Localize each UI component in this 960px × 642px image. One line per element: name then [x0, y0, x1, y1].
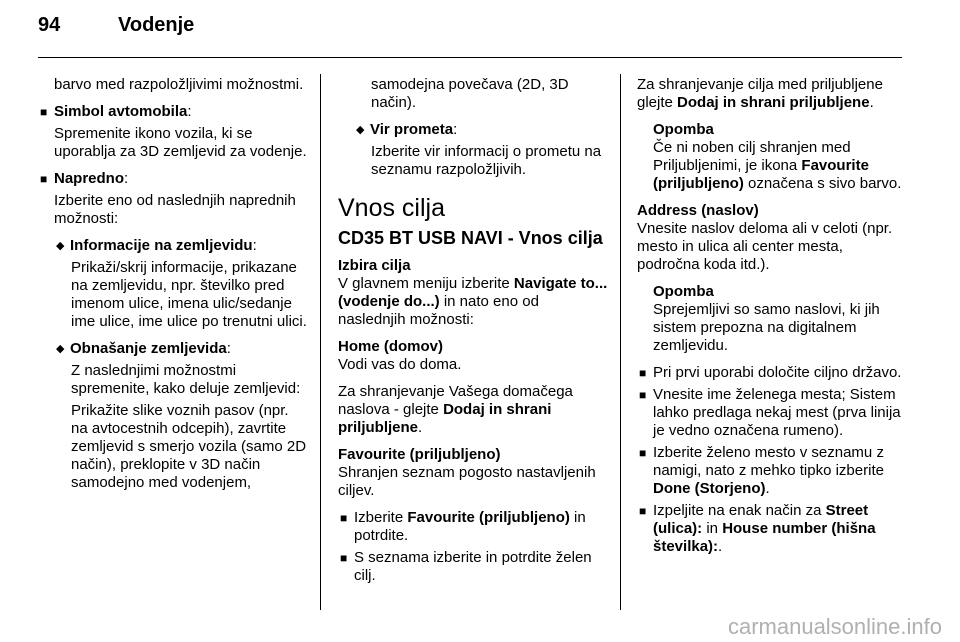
paragraph-home: Home (domov) Vodi vas do doma.	[338, 338, 462, 373]
bullet-item: ■ S seznama izberite in potrdite želen cilj.	[340, 549, 592, 584]
column-1	[38, 76, 308, 501]
sub-bullet-item: ◆ Obnašanje zemljevida:	[56, 340, 231, 357]
para-label: Home (domov)	[338, 338, 443, 355]
page-number: 94	[38, 14, 61, 36]
subheading-cd35: CD35 BT USB NAVI - Vnos cilja	[338, 228, 603, 248]
note-label: Opomba	[653, 121, 714, 138]
note-box: Opomba Če ni noben cilj shranjen med Priljubljenimi, je ikona Favourite (priljubljeno) označena s sivo barvo.	[653, 121, 902, 192]
bullet-text: Spremenite ikono vozila, ki se uporablja za 3D zemljevid za vodenje.	[54, 125, 307, 160]
sub-bullet-label: Vir prometa	[370, 121, 454, 138]
diamond-bullet-icon: ◆	[356, 124, 365, 136]
column-divider-1	[320, 74, 321, 610]
square-bullet-icon: ■	[340, 551, 348, 565]
square-bullet-icon: ■	[639, 446, 647, 460]
diamond-bullet-icon: ◆	[56, 343, 65, 355]
paragraph-destination-select: Izbira cilja V glavnem meniju izberite Navigate to... (vodenje do...) in nato eno od naslednjih možnosti:	[338, 257, 608, 328]
bullet-item: ■ Izpeljite na enak način za Street (ulica): in House number (hišna številka):.	[639, 502, 876, 555]
section-title: Vodenje	[118, 14, 195, 36]
heading-destination-entry: Vnos cilja	[338, 194, 445, 222]
square-bullet-icon: ■	[639, 504, 647, 518]
square-bullet-icon: ■	[40, 172, 48, 186]
paragraph-home-save: Za shranjevanje Vašega domačega naslova - glejte Dodaj in shrani priljubljene.	[338, 383, 573, 436]
bullet-item: ■ Izberite želeno mesto v seznamu z namigi, nato z mehko tipko izberite Done (Storjeno).	[639, 444, 884, 497]
sub-bullet-label: Informacije na zemljevidu	[70, 237, 253, 254]
watermark: carmanualsonline.info	[727, 614, 942, 639]
para-label: Izbira cilja	[338, 257, 411, 274]
sub-bullet-text: Z naslednjimi možnostmi spremenite, kako deluje zemljevid:	[71, 362, 301, 397]
intro-text: barvo med razpoložljivimi možnostmi.	[54, 76, 304, 93]
bullet-item: ■ Simbol avtomobila:	[40, 103, 192, 120]
square-bullet-icon: ■	[340, 511, 348, 525]
sub-bullet-item: ◆ Informacije na zemljevidu:	[56, 237, 257, 254]
bullet-label: Napredno	[54, 170, 125, 187]
square-bullet-icon: ■	[40, 105, 48, 119]
header-rule	[38, 57, 902, 58]
paragraph-save-favourite: Za shranjevanje cilja med priljubljene glejte Dodaj in shrani priljubljene.	[637, 76, 883, 111]
bullet-item: ■ Pri prvi uporabi določite ciljno državo.	[639, 364, 902, 381]
note-box: Opomba Sprejemljivi so samo naslovi, ki jih sistem prepozna na digitalnem zemljevidu.	[653, 283, 880, 354]
column-3	[637, 76, 905, 560]
para-label: Address (naslov)	[637, 202, 759, 219]
bullet-text: Izberite eno od naslednjih naprednih možnosti:	[54, 192, 296, 227]
column-divider-2	[620, 74, 621, 610]
paragraph-address: Address (naslov) Vnesite naslov deloma ali v celoti (npr. mesto in ulica ali center mesta, področna koda itd.).	[637, 202, 893, 273]
paragraph-favourite: Favourite (priljubljeno) Shranjen seznam pogosto nastavljenih ciljev.	[338, 446, 596, 499]
sub-bullet-text: Prikaži/skrij informacije, prikazane na zemljevidu, npr. številko pred imenom ulice, imena ulic/sedanje ime ulice, ime ulice po trenutni ulici.	[71, 259, 307, 330]
bullet-item: ■ Napredno:	[40, 170, 129, 187]
square-bullet-icon: ■	[639, 388, 647, 402]
sub-bullet-item: ◆ Vir prometa:	[356, 121, 458, 138]
sub-bullet-text: Izberite vir informacij o prometu na seznamu razpoložljivih.	[371, 143, 602, 178]
continued-text: samodejna povečava (2D, 3D način).	[371, 76, 569, 111]
column-2	[338, 76, 610, 589]
bullet-label: Simbol avtomobila	[54, 103, 188, 120]
diamond-bullet-icon: ◆	[56, 240, 65, 252]
bullet-item: ■ Izberite Favourite (priljubljeno) in potrdite.	[340, 509, 586, 544]
square-bullet-icon: ■	[639, 366, 647, 380]
note-label: Opomba	[653, 283, 714, 300]
para-label: Favourite (priljubljeno)	[338, 446, 501, 463]
bullet-item: ■ Vnesite ime želenega mesta; Sistem lahko predlaga nekaj mest (prva linija je vedno označena rumeno).	[639, 386, 901, 439]
sub-bullet-text: Prikažite slike voznih pasov (npr. na avtocestnih odcepih), zavrtite zemljevid s smerjo vozila (samo 2D način), preklopite v 3D način samodejno med vodenjem,	[71, 402, 307, 491]
sub-bullet-label: Obnašanje zemljevida	[70, 340, 227, 357]
